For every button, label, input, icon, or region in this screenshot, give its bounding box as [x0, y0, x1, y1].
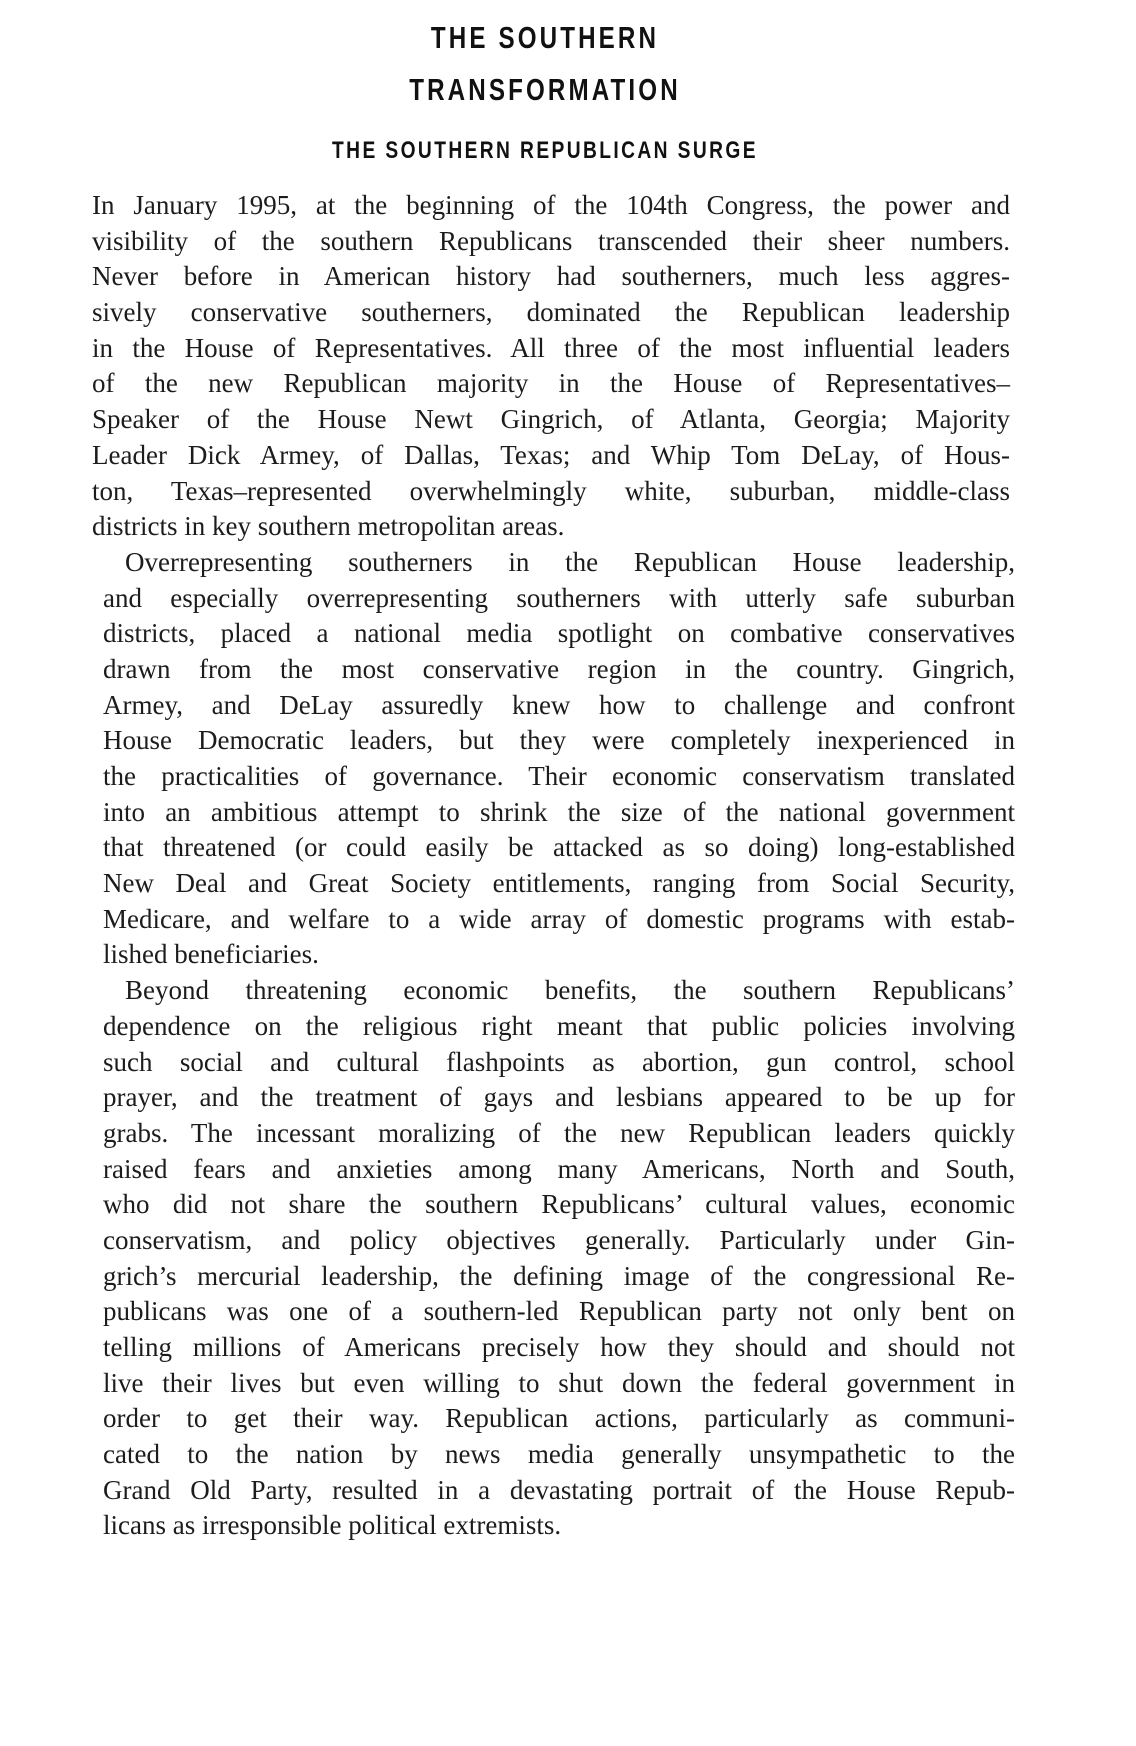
text-line: House Democratic leaders, but they were completely inexperienced in	[103, 725, 1015, 756]
text-line: Grand Old Party, resulted in a devastating portrait of the House Repub-	[103, 1474, 1015, 1505]
paragraph-3	[103, 973, 1015, 1544]
text-line: cated to the nation by news media generally unsympathetic to the	[103, 1439, 1015, 1470]
section-heading: THE SOUTHERN REPUBLICAN SURGE	[332, 137, 758, 164]
text-line: grich’s mercurial leadership, the defining image of the congressional Re-	[103, 1260, 1015, 1291]
paragraph-2	[103, 545, 1015, 973]
text-line: In January 1995, at the beginning of the 104th Congress, the power and	[92, 190, 1010, 220]
text-line: New Deal and Great Society entitlements, ranging from Social Security,	[103, 868, 1015, 899]
text-line: ton, Texas–represented overwhelmingly white, suburban, middle-class	[92, 475, 1010, 506]
text-line: grabs. The incessant moralizing of the new Republican leaders quickly	[103, 1117, 1015, 1148]
text-line: licans as irresponsible political extremists.	[103, 1510, 562, 1541]
text-line: Speaker of the House Newt Gingrich, of Atlanta, Georgia; Majority	[92, 404, 1010, 435]
text-line: lished beneficiaries.	[103, 939, 319, 970]
text-line: sively conservative southerners, dominated the Republican leadership	[92, 297, 1010, 328]
text-line: drawn from the most conservative region in the country. Gingrich,	[103, 653, 1015, 684]
paragraph-1	[92, 188, 1010, 545]
text-line: into an ambitious attempt to shrink the size of the national government	[103, 796, 1015, 827]
text-line: Armey, and DeLay assuredly knew how to challenge and confront	[103, 689, 1015, 720]
text-line: prayer, and the treatment of gays and lesbians appeared to be up for	[103, 1082, 1015, 1113]
text-line: Leader Dick Armey, of Dallas, Texas; and Whip Tom DeLay, of Hous-	[92, 439, 1010, 470]
text-line: of the new Republican majority in the House of Representatives–	[92, 368, 1010, 399]
chapter-title-line-1: THE SOUTHERN	[430, 20, 660, 55]
text-line: dependence on the religious right meant that public policies involving	[103, 1010, 1015, 1041]
text-line: live their lives but even willing to shut down the federal government in	[103, 1367, 1015, 1398]
text-line: who did not share the southern Republicans’ cultural values, economic	[103, 1189, 1015, 1220]
text-line: districts in key southern metropolitan areas.	[92, 511, 565, 542]
text-line: Medicare, and welfare to a wide array of domestic programs with estab-	[103, 903, 1015, 934]
text-line: districts, placed a national media spotlight on combative conservatives	[103, 618, 1015, 649]
text-line: publicans was one of a southern-led Republican party not only bent on	[103, 1296, 1015, 1327]
text-line: the practicalities of governance. Their economic conservatism translated	[103, 761, 1015, 791]
text-line: Overrepresenting southerners in the Republican House leadership,	[125, 546, 1015, 577]
body-text	[0, 188, 1136, 1544]
text-line: raised fears and anxieties among many Americans, North and South,	[103, 1153, 1015, 1184]
text-line: Never before in American history had southerners, much less aggres-	[92, 261, 1010, 292]
text-line: telling millions of Americans precisely how they should and should not	[103, 1332, 1015, 1362]
chapter-title-line-2: TRANSFORMATION	[409, 72, 681, 107]
text-line: in the House of Representatives. All three of the most influential leaders	[92, 332, 1010, 363]
text-line: and especially overrepresenting southerners with utterly safe suburban	[103, 582, 1015, 613]
text-line: visibility of the southern Republicans transcended their sheer numbers.	[92, 225, 1010, 256]
text-line: Beyond threatening economic benefits, the southern Republicans’	[125, 975, 1015, 1006]
text-line: conservatism, and policy objectives generally. Particularly under Gin-	[103, 1224, 1015, 1255]
text-line: order to get their way. Republican actions, particularly as communi-	[103, 1403, 1015, 1434]
text-line: such social and cultural flashpoints as abortion, gun control, school	[103, 1046, 1015, 1077]
text-line: that threatened (or could easily be attacked as so doing) long-established	[103, 832, 1015, 863]
